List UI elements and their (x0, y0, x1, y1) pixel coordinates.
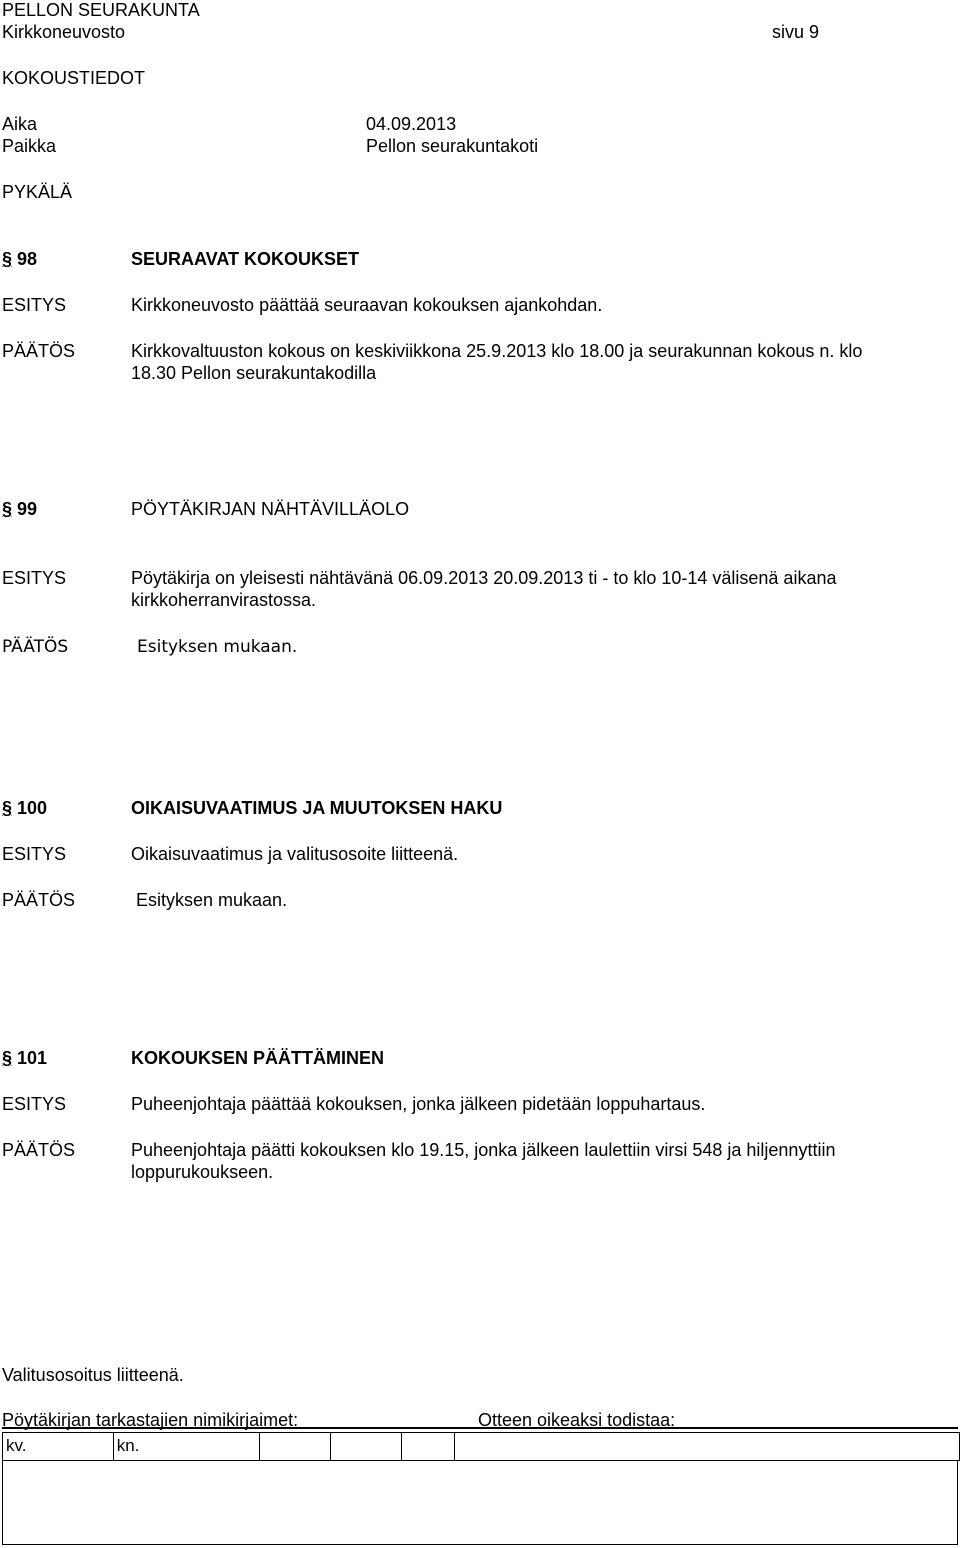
item-100-paatos-text: Esityksen mukaan. (136, 890, 288, 910)
kv-cell[interactable] (3, 1433, 114, 1461)
item-number (2, 248, 37, 270)
item-98-paatos-text-2: 18.30 Pellon seurakuntakodilla (131, 363, 377, 383)
item-100-esitys-text: Oikaisuvaatimus ja valitusosoite liitteenä. (131, 844, 459, 864)
item-number (2, 1047, 47, 1069)
place-value: Pellon seurakuntakoti (366, 136, 539, 156)
item-98-number: 98 (17, 249, 38, 269)
item-101-paatos-text-2: loppurukoukseen. (131, 1162, 274, 1182)
item-101-number: 101 (17, 1048, 48, 1068)
certification-box[interactable] (2, 1460, 958, 1545)
item-101-title: KOKOUKSEN PÄÄTTÄMINEN (131, 1048, 385, 1068)
item-100-title: OIKAISUVAATIMUS JA MUUTOKSEN HAKU (131, 798, 503, 818)
item-100-paatos-label: PÄÄTÖS (2, 890, 76, 910)
kv-label: kv. (6, 1436, 27, 1455)
section-heading: PYKÄLÄ (2, 182, 73, 202)
item-99-number: 99 (17, 499, 38, 519)
section-sign: § (2, 249, 13, 269)
item-100-esitys-label: ESITYS (2, 844, 67, 864)
body-name: Kirkkoneuvosto (2, 22, 126, 42)
item-101-esitys-label: ESITYS (2, 1094, 67, 1114)
initials-cell-5[interactable] (401, 1433, 454, 1461)
item-number (2, 498, 37, 520)
time-label: Aika (2, 114, 38, 134)
item-number (2, 797, 47, 819)
item-98-esitys-text: Kirkkoneuvosto päättää seuraavan kokouksen ajankohdan. (131, 295, 603, 315)
item-98-title: SEURAAVAT KOKOUKSET (131, 249, 360, 269)
item-99-paatos-text: Esityksen mukaan. (137, 637, 298, 657)
certification-cell[interactable] (454, 1433, 959, 1461)
kn-label: kn. (116, 1436, 140, 1455)
time-value: 04.09.2013 (366, 114, 457, 134)
item-101-paatos-label: PÄÄTÖS (2, 1140, 76, 1160)
item-98-esitys-label: ESITYS (2, 295, 67, 315)
section-sign: § (2, 499, 13, 519)
initials-label: Pöytäkirjan tarkastajien nimikirjaimet: (2, 1410, 299, 1430)
page-number: sivu 9 (772, 22, 820, 42)
item-99-esitys-label: ESITYS (2, 568, 67, 588)
certified-label: Otteen oikeaksi todistaa: (478, 1410, 676, 1430)
item-98-paatos-label: PÄÄTÖS (2, 341, 76, 361)
initials-cell-4[interactable] (331, 1433, 402, 1461)
item-99-esitys-text-2: kirkkoherranvirastossa. (131, 590, 317, 610)
item-99-title: PÖYTÄKIRJAN NÄHTÄVILLÄOLO (131, 499, 410, 519)
section-sign: § (2, 798, 13, 818)
item-98-paatos-text-1: Kirkkovaltuuston kokous on keskiviikkona 25.9.2013 klo 18.00 ja seurakunnan kokous n. klo (131, 341, 863, 361)
meeting-info-heading: KOKOUSTIEDOT (2, 68, 146, 88)
item-99-esitys-text-1: Pöytäkirja on yleisesti nähtävänä 06.09.2013 20.09.2013 ti - to klo 10-14 välisenä aikana (131, 568, 837, 588)
organization-name: PELLON SEURAKUNTA (2, 0, 200, 20)
place-label: Paikka (2, 136, 57, 156)
item-101-esitys-text: Puheenjohtaja päättää kokouksen, jonka jälkeen pidetään loppuhartaus. (131, 1094, 706, 1114)
item-100-number: 100 (17, 798, 48, 818)
item-99-paatos-label: PÄÄTÖS (2, 637, 69, 657)
kn-cell[interactable] (113, 1433, 260, 1461)
signature-table (2, 1432, 960, 1461)
item-101-paatos-text-1: Puheenjohtaja päätti kokouksen klo 19.15, jonka jälkeen laulettiin virsi 548 ja hiljennyttiin (131, 1140, 836, 1160)
initials-cell-3[interactable] (260, 1433, 331, 1461)
appeal-note: Valitusosoitus liitteenä. (2, 1365, 184, 1385)
section-sign: § (2, 1048, 13, 1068)
